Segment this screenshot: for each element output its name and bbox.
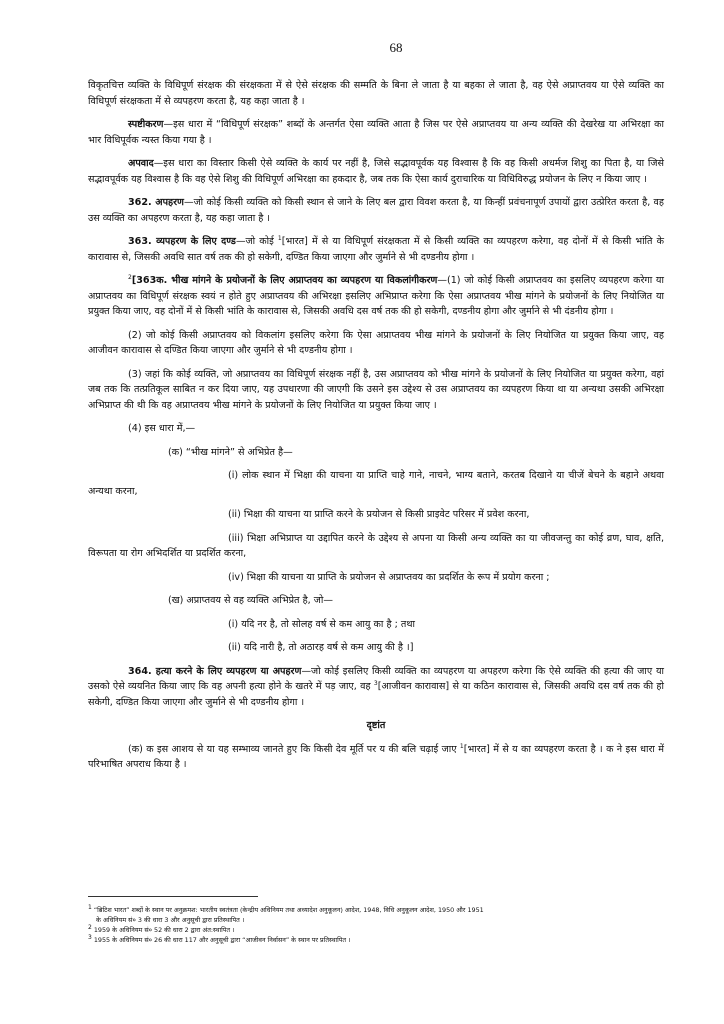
- section-text: —(1) जो कोई किसी अप्राप्तवय का इसलिए व्यपहरण करेगा या अप्राप्तवय का विधिपूर्ण संरक्षक स्वयं न होते हुए अप्राप्तवय की अभिरक्षा इसलिए अभिप्राप्त करेगा कि ऐसा अप्राप्तवय भीख मांगने के प्रयोजनों के लिए नियोजित या प्रयुक्त किया जाए, वह दोनों में से किसी भांति के कारावास से, जिसकी अवधि दस वर्ष तक की हो सकेगी, दण्डनीय होगा और जुर्माने से भी दंडनीय होगा ।: [88, 275, 664, 317]
- section-364: [88, 664, 664, 711]
- section-heading: 364. हत्या करने के लिए व्यपहरण या अपहरण: [128, 665, 302, 677]
- section-heading: 362. अपहरण: [128, 197, 184, 208]
- subclause-iii: [88, 531, 664, 562]
- footnote-number: 1: [88, 903, 92, 911]
- paragraph-text: (4) इस धारा में,—: [128, 423, 196, 434]
- section-heading: 363. व्यपहरण के लिए दण्ड: [128, 236, 236, 247]
- kha-subclause-ii: [88, 640, 664, 656]
- paragraph-explanation: [88, 117, 664, 148]
- footnote-1: [88, 905, 664, 925]
- paragraph-heading: अपवाद: [128, 158, 154, 169]
- paragraph-p1: [88, 78, 664, 109]
- footnote-number: 2: [88, 923, 92, 931]
- paragraph-exception: [88, 156, 664, 187]
- footnotes: [88, 905, 664, 945]
- footnote-text: के अधिनियम सं० 3 की धारा 3 और अनुसूची द्वारा प्रतिस्थापित ।: [96, 916, 245, 924]
- subsection-2: [88, 328, 664, 359]
- subclause-iv: [88, 570, 664, 586]
- illustration-heading: [88, 718, 664, 734]
- footnote-divider: [88, 896, 258, 897]
- heading-text: दृष्टांत: [366, 720, 386, 731]
- paragraph-heading: स्पष्टीकरण: [128, 119, 164, 130]
- section-heading: [363क. भीख मांगने के प्रयोजनों के लिए अप्राप्तवय का व्यपहरण या विकलांगीकरण: [131, 275, 438, 286]
- subclause-i: [88, 468, 664, 499]
- illustration-ka: [88, 742, 664, 773]
- footnote-2: [88, 925, 664, 935]
- footnote-ref: 2: [128, 273, 132, 281]
- paragraph-text: (क) क इस आशय से या यह सम्भाव्य जानते हुए कि किसी देव मूर्ति पर य की बलि चढ़ाई जाए: [128, 743, 460, 755]
- clause-kha: [88, 593, 664, 609]
- section-text: —जो कोई: [235, 236, 278, 247]
- subsection-3: [88, 367, 664, 414]
- section-363a: [88, 273, 664, 320]
- paragraph-text: (3) जहां कि कोई व्यक्ति, जो अप्राप्तवय का विधिपूर्ण संरक्षक नहीं है, उस अप्राप्तवय को भीख मांगने के प्रयोजनों के लिए नियोजित या प्रयुक्त करेगा, वहां जब तक कि तत्प्रतिकूल साबित न कर दिया जाए, यह उपधारणा की जाएगी कि उसने इस उद्देश्य से उस अप्राप्तवय का व्यपहरण किया था या अन्यथा उसकी अभिरक्षा अभिप्राप्त की थी कि वह अप्राप्तवय भीख मांगने के प्रयोजनों के लिए नियोजित या प्रयुक्त किया जाए ।: [88, 368, 664, 411]
- section-362: [88, 195, 664, 226]
- footnote-3: [88, 935, 664, 945]
- footnote-number: 3: [88, 933, 92, 941]
- paragraph-text: (iv) भिक्षा की याचना या प्राप्ति के प्रयोजन से अप्राप्तवय का प्रदर्शित के रूप में प्रयोग करना ;: [228, 571, 550, 583]
- paragraph-text: (i) लोक स्थान में भिक्षा की याचना या प्राप्ति चाहे गाने, नाचने, भाग्य बताने, करतब दिखाने या चीजें बेचने के बहाने अथवा अन्यथा करना,: [88, 470, 664, 497]
- section-text: [भारत] में से या विधिपूर्ण संरक्षकता में से किसी व्यक्ति का व्यपहरण करेगा, वह दोनों में से किसी भांति के कारावास से, जिसकी अवधि सात वर्ष तक की हो सकेगी, दण्डित किया जाएगा और जुर्माने से भी दण्डनीय होगा ।: [88, 236, 664, 263]
- section-text: —जो कोई किसी व्यक्ति को किसी स्थान से जाने के लिए बल द्वारा विवश करता है, या किन्हीं प्रवंचनापूर्ण उपायों द्वारा उत्प्रेरित करता है, वह उस व्यक्ति का अपहरण करता है, यह कहा जाता है ।: [88, 197, 664, 224]
- paragraph-text: (ख) अप्राप्तवय से वह व्यक्ति अभिप्रेत है, जो—: [168, 595, 333, 606]
- paragraph-text: —इस धारा में “विधिपूर्ण संरक्षक” शब्दों के अन्तर्गत ऐसा व्यक्ति आता है जिस पर ऐसे अप्राप्तवय या अन्य व्यक्ति की देखरेख या अभिरक्षा का भार विधिपूर्वक न्यस्त किया गया है ।: [88, 119, 664, 146]
- paragraph-text: —इस धारा का विस्तार किसी ऐसे व्यक्ति के कार्य पर नहीं है, जिसे सद्भावपूर्वक यह विश्वास है कि वह किसी अधर्मज शिशु का पिता है, या जिसे सद्भावपूर्वक यह विश्वास है कि वह ऐसे शिशु की विधिपूर्ण अभिरक्षा का हकदार है, जब तक कि ऐसा कार्य दुराचारिक या विधिविरुद्ध प्रयोजन के लिए न किया जाए ।: [88, 158, 664, 185]
- clause-ka: [88, 445, 664, 461]
- paragraph-text: विकृतचित्त व्यक्ति के विधिपूर्ण संरक्षक की संरक्षकता में से ऐसे संरक्षक की सम्मति के बिना ले जाता है या बहका ले जाता है, वह ऐसे अप्राप्तवय या ऐसे व्यक्ति का विधिपूर्ण संरक्षकता में से व्यपहरण करता है, यह कहा जाता है ।: [88, 80, 664, 107]
- footnote-ref: 1: [459, 742, 464, 750]
- paragraph-text: (i) यदि नर है, तो सोलह वर्ष से कम आयु का है ; तथा: [228, 618, 415, 630]
- kha-subclause-i: [88, 617, 664, 633]
- paragraph-text: (ii) यदि नारी है, तो अठारह वर्ष से कम आयु की है ।]: [228, 642, 414, 653]
- section-text: —जो कोई इसलिए किसी व्यक्ति का व्यपहरण या अपहरण करेगा कि ऐसे व्यक्ति की हत्या की जाए या उसको ऐसे व्ययनित किया जाए कि वह अपनी हत्या होने के खतरे में पड़ जाए, वह: [88, 665, 665, 692]
- subclause-ii: [88, 507, 664, 523]
- paragraph-text: (क) “भीख मांगने” से अभिप्रेत है—: [168, 446, 293, 458]
- paragraph-text: [भारत] में से य का व्यपहरण करता है । क ने इस धारा में परिभाषित अपराध किया है ।: [88, 743, 664, 770]
- footnote-ref: 1: [277, 234, 282, 242]
- section-text: [आजीवन कारावास] से या कठिन कारावास से, जिसकी अवधि दस वर्ष तक की हो सकेगी, दण्डित किया जाएगा और जुर्माने से भी दण्डनीय होगा ।: [88, 681, 664, 708]
- footnote-ref: 3: [373, 679, 378, 687]
- paragraph-text: (iii) भिक्षा अभिप्राप्त या उद्दापित करने के उद्देश्य से अपना या किसी अन्य व्यक्ति का या जीवजन्तु का कोई व्रण, घाव, क्षति, विरूपता या रोग अभिदर्शित या प्रदर्शित करना,: [88, 532, 664, 559]
- section-363: [88, 234, 664, 265]
- page-number: 68: [389, 40, 403, 55]
- footnote-text: 1959 के अधिनियम सं० 52 की धारा 2 द्वारा अंत:स्थापित ।: [91, 926, 235, 934]
- paragraph-text: (ii) भिक्षा की याचना या प्राप्ति करने के प्रयोजन से किसी प्राइवेट परिसर में प्रवेश करना,: [228, 509, 530, 520]
- subsection-4: [88, 421, 664, 437]
- footnote-text: “ब्रिटिश भारत” शब्दों के स्थान पर अनुक्रमश: भारतीय स्वतंत्रता (केन्द्रीय अधिनियम तथा अध्यादेश अनुकूलन) आदेश, 1948, विधि अनुकूलन आदेश, 1950 और 1951: [91, 906, 484, 914]
- paragraph-text: (2) जो कोई किसी अप्राप्तवय को विकलांग इसलिए करेगा कि ऐसा अप्राप्तवय भीख मांगने के प्रयोजनों के लिए नियोजित या प्रयुक्त किया जाए, वह आजीवन कारावास से दण्डित किया जाएगा और जुर्माने से भी दण्डनीय होगा ।: [88, 329, 664, 356]
- footnote-text: 1955 के अधिनियम सं० 26 की धारा 117 और अनुसूची द्वारा “आजीवन निर्वासन” के स्थान पर प्रतिस्थापित ।: [91, 936, 351, 944]
